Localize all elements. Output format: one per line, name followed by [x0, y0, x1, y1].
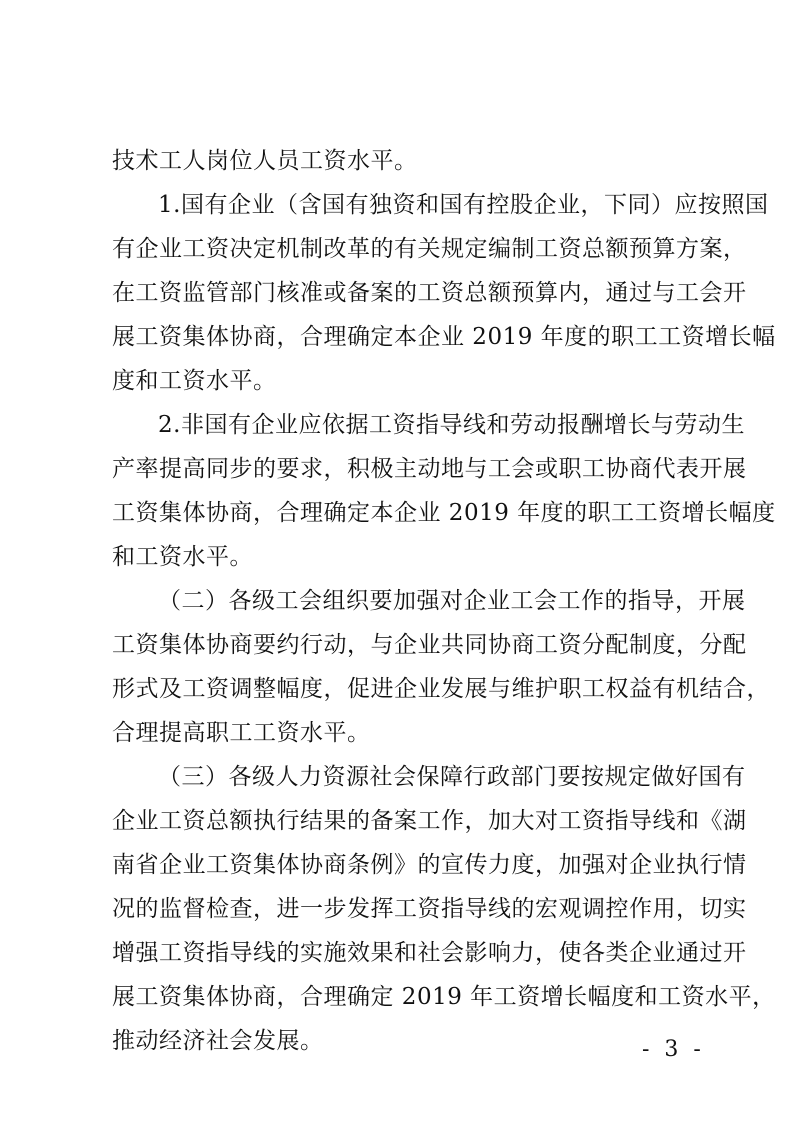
paragraph-line: 企业工资总额执行结果的备案工作，加大对工资指导线和《湖: [112, 808, 747, 834]
paragraph-line: 2.非国有企业应依据工资指导线和劳动报酬增长与劳动生: [158, 412, 745, 438]
paragraph-line: 工资集体协商，合理确定本企业 2019 年度的职工工资增长幅度: [112, 500, 776, 526]
paragraph-line: 展工资集体协商，合理确定本企业 2019 年度的职工工资增长幅: [112, 324, 776, 350]
paragraph-line: 度和工资水平。: [112, 368, 277, 394]
paragraph-line: 有企业工资决定机制改革的有关规定编制工资总额预算方案，: [112, 236, 747, 262]
paragraph-line: 1.国有企业（含国有独资和国有控股企业，下同）应按照国: [158, 192, 769, 218]
paragraph-line: 况的监督检查，进一步发挥工资指导线的宏观调控作用，切实: [112, 896, 747, 922]
paragraph-line: （三）各级人力资源社会保障行政部门要按规定做好国有: [158, 764, 746, 790]
paragraph-line: 工资集体协商要约行动，与企业共同协商工资分配制度，分配: [112, 632, 747, 658]
paragraph-line: 南省企业工资集体协商条例》的宣传力度，加强对企业执行情: [112, 852, 747, 878]
paragraph-line: 推动经济社会发展。: [112, 1028, 324, 1054]
paragraph-line: 增强工资指导线的实施效果和社会影响力，使各类企业通过开: [112, 940, 747, 966]
page-number: - 3 -: [642, 1037, 705, 1062]
paragraph-line: 展工资集体协商，合理确定 2019 年工资增长幅度和工资水平，: [112, 984, 776, 1010]
paragraph-line: 合理提高职工工资水平。: [112, 720, 371, 746]
paragraph-line: 技术工人岗位人员工资水平。: [112, 148, 418, 174]
paragraph-line: 和工资水平。: [112, 544, 253, 570]
paragraph-line: （二）各级工会组织要加强对企业工会工作的指导，开展: [158, 588, 746, 614]
paragraph-line: 形式及工资调整幅度，促进企业发展与维护职工权益有机结合，: [112, 676, 770, 702]
paragraph-line: 产率提高同步的要求，积极主动地与工会或职工协商代表开展: [112, 456, 747, 482]
paragraph-line: 在工资监管部门核准或备案的工资总额预算内，通过与工会开: [112, 280, 747, 306]
